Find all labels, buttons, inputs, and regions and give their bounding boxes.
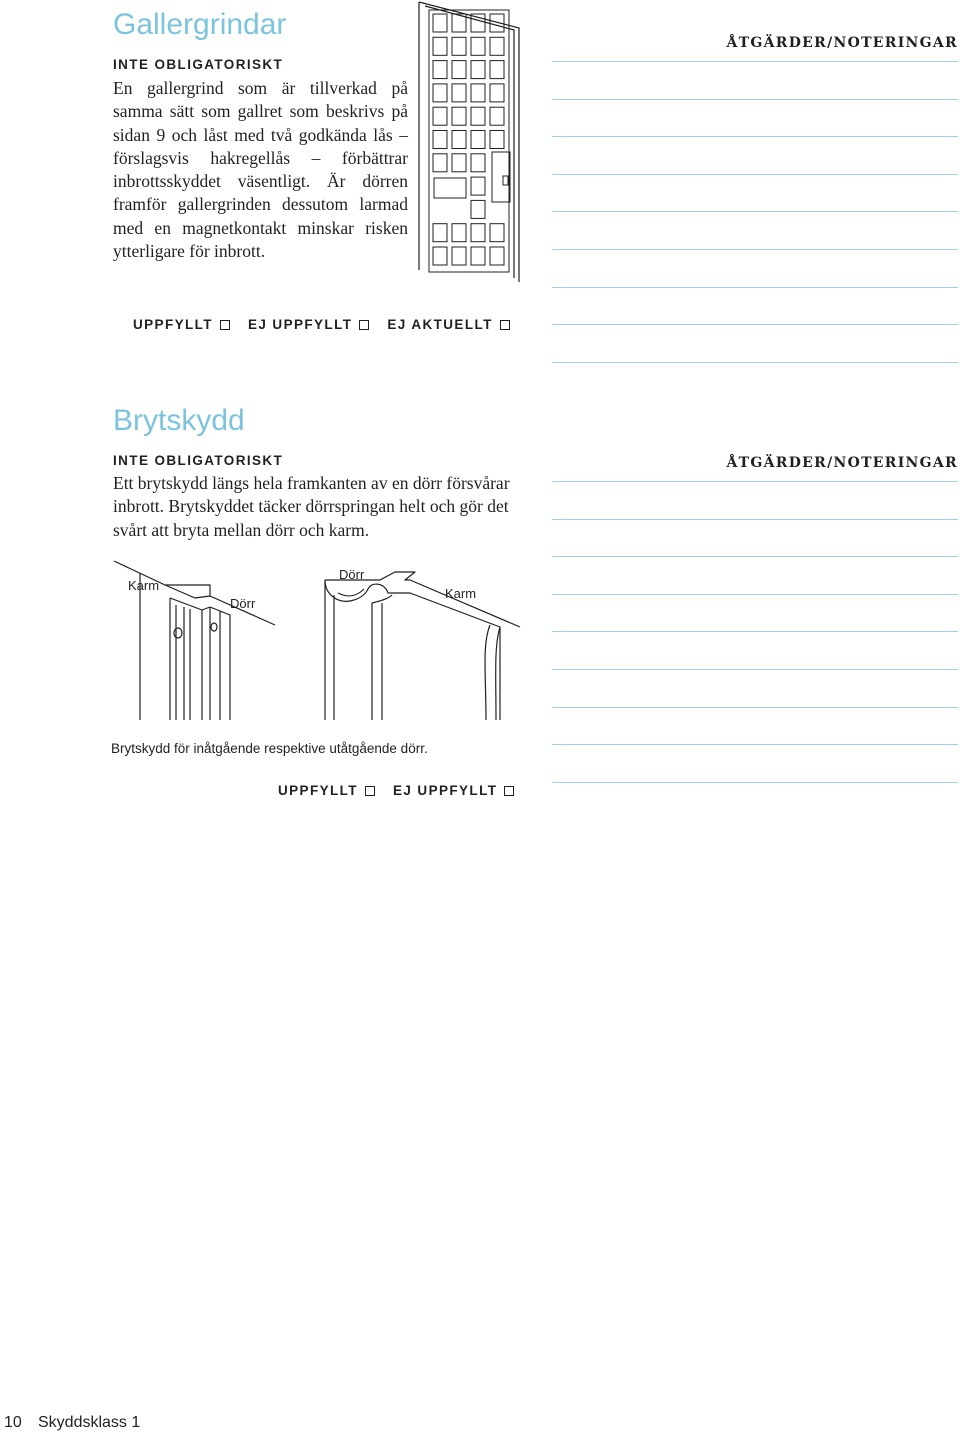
notes-title: ÅTGÄRDER/NOTERINGAR (726, 455, 958, 471)
note-line[interactable] (552, 61, 958, 62)
status-checkboxes (278, 784, 532, 798)
note-line[interactable] (552, 99, 958, 100)
footer-title: Skyddsklass 1 (38, 1414, 141, 1431)
notes-title: ÅTGÄRDER/NOTERINGAR (726, 35, 958, 51)
note-line[interactable] (552, 519, 958, 520)
section-title-brytskydd: Brytskydd (113, 404, 245, 437)
checkbox[interactable] (500, 320, 510, 330)
note-line[interactable] (552, 669, 958, 670)
gallergrind-illustration (414, 0, 526, 284)
page-number: 10 (4, 1414, 22, 1431)
check-ej-uppfyllt[interactable]: EJ UPPFYLLT (248, 318, 369, 332)
note-line[interactable] (552, 744, 958, 745)
figure-label-karm: Karm (445, 586, 477, 601)
note-line[interactable] (552, 362, 958, 363)
note-line[interactable] (552, 211, 958, 212)
section-body-gallergrindar: En gallergrind som är tillverkad på samma sätt som gallret som beskrivs på sidan 9 och låst med två godkända lås – förslagsvis hakregellås – förbättrar inbrottsskyddet väsentligt. Är dörren framför gallergrinden dessutom larmad med en magnetkontakt minskar risken ytterligare för inbrott. (113, 78, 408, 262)
note-line[interactable] (552, 631, 958, 632)
checkbox[interactable] (365, 786, 375, 796)
figure-label-dorr: Dörr (230, 596, 256, 611)
note-line[interactable] (552, 136, 958, 137)
note-line[interactable] (552, 287, 958, 288)
status-checkboxes (133, 318, 528, 332)
check-ej-uppfyllt[interactable]: EJ UPPFYLLT (393, 784, 514, 798)
note-line[interactable] (552, 481, 958, 482)
section-title-gallergrindar: Gallergrindar (113, 8, 287, 41)
note-line[interactable] (552, 594, 958, 595)
requirement-label: INTE OBLIGATORISKT (113, 453, 284, 468)
check-uppfyllt[interactable]: UPPFYLLT (278, 784, 375, 798)
note-line[interactable] (552, 249, 958, 250)
section-body-brytskydd: Ett brytskydd längs hela framkanten av en dörr försvårar inbrott. Brytskyddet täcker dörrspringan helt och gör det svårt att bryta mellan dörr och karm. (113, 473, 510, 540)
brytskydd-illustration (110, 555, 525, 725)
checkbox[interactable] (359, 320, 369, 330)
figure-caption: Brytskydd för inåtgående respektive utåtgående dörr. (111, 741, 428, 756)
note-line[interactable] (552, 782, 958, 783)
note-line[interactable] (552, 324, 958, 325)
requirement-label: INTE OBLIGATORISKT (113, 57, 284, 72)
note-line[interactable] (552, 707, 958, 708)
note-line[interactable] (552, 174, 958, 175)
figure-label-dorr: Dörr (339, 567, 365, 582)
checkbox[interactable] (220, 320, 230, 330)
check-ej-aktuellt[interactable]: EJ AKTUELLT (387, 318, 509, 332)
check-uppfyllt[interactable]: UPPFYLLT (133, 318, 230, 332)
note-line[interactable] (552, 556, 958, 557)
checkbox[interactable] (504, 786, 514, 796)
figure-label-karm: Karm (128, 578, 160, 593)
